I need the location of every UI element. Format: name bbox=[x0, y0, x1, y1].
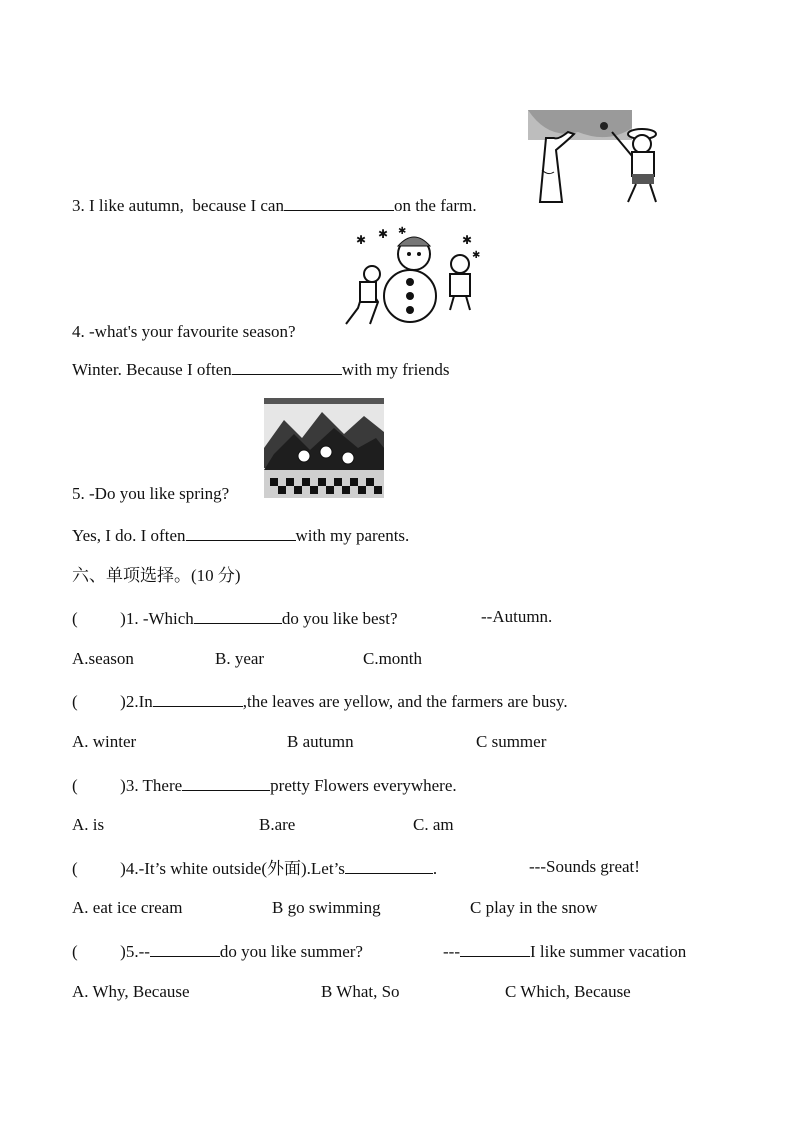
section-title: 六、单项选择。(10 分) bbox=[72, 566, 241, 585]
q1-option-b[interactable]: B. year bbox=[215, 649, 265, 668]
q5-reply-blank bbox=[460, 940, 530, 957]
q2-option-b[interactable]: B autumn bbox=[287, 732, 354, 751]
picnic-picture bbox=[264, 398, 384, 498]
q5-option-b[interactable]: B What, So bbox=[321, 982, 400, 1001]
fill-in-line-5-answer bbox=[72, 524, 409, 546]
tree-picking-picture bbox=[528, 110, 664, 208]
fill-in-line-3 bbox=[72, 194, 477, 216]
q1-reply: --Autumn. bbox=[481, 607, 553, 626]
snowman-picture bbox=[338, 224, 488, 332]
fill-in-line-4-question: 4. -what's your favourite season? bbox=[72, 322, 296, 341]
fill-in-line-4-answer bbox=[72, 358, 449, 380]
q1-stem-b: do you like best? bbox=[281, 609, 398, 628]
svg-text:✱: ✱ bbox=[462, 233, 473, 247]
answer-paren-5[interactable]: ( ) bbox=[72, 942, 126, 961]
q4-option-c[interactable]: C play in the snow bbox=[470, 898, 598, 917]
q2-option-a[interactable]: A. winter bbox=[72, 732, 137, 751]
q1-option-a[interactable]: A.season bbox=[72, 649, 134, 668]
line-5-prefix: Yes, I do. I often bbox=[72, 526, 186, 545]
answer-paren-1[interactable]: ( ) bbox=[72, 609, 126, 628]
q5-blank bbox=[150, 940, 220, 957]
q3-option-a[interactable]: A. is bbox=[72, 815, 105, 834]
q2-stem-b: ,the leaves are yellow, and the farmers are busy. bbox=[242, 692, 568, 711]
q5-stem-b: do you like summer? bbox=[219, 942, 363, 961]
q1-blank bbox=[194, 607, 282, 624]
q5-reply-b: I like summer vacation bbox=[529, 942, 687, 961]
q4-option-a[interactable]: A. eat ice cream bbox=[72, 898, 183, 917]
line-3-suffix: on the farm. bbox=[393, 196, 477, 215]
question-3 bbox=[72, 774, 457, 796]
line-3-prefix: 3. I like autumn, because I can bbox=[72, 196, 284, 215]
fill-in-line-5-question: 5. -Do you like spring? bbox=[72, 484, 230, 503]
q3-option-b[interactable]: B.are bbox=[259, 815, 296, 834]
svg-text:✱: ✱ bbox=[398, 226, 407, 237]
question-2 bbox=[72, 690, 568, 712]
q4-option-b[interactable]: B go swimming bbox=[272, 898, 381, 917]
q4-stem-a: 4.-It’s white outside(外面).Let’s bbox=[125, 859, 345, 878]
q5-option-a[interactable]: A. Why, Because bbox=[72, 982, 190, 1001]
answer-paren-3[interactable]: ( ) bbox=[72, 776, 126, 795]
q3-stem-a: 3. There bbox=[125, 776, 183, 795]
q3-stem-b: pretty Flowers everywhere. bbox=[270, 776, 457, 795]
q1-stem-a: 1. -Which bbox=[125, 609, 194, 628]
svg-text:✱: ✱ bbox=[472, 250, 481, 261]
answer-blank-5[interactable] bbox=[186, 524, 296, 541]
q3-blank bbox=[182, 774, 270, 791]
q2-stem-a: 2.In bbox=[125, 692, 153, 711]
q5-reply bbox=[443, 940, 686, 962]
question-1 bbox=[72, 607, 397, 629]
question-4 bbox=[72, 857, 437, 879]
q3-option-c[interactable]: C. am bbox=[413, 815, 454, 834]
line-5-suffix: with my parents. bbox=[295, 526, 410, 545]
q5-stem-a: 5.-- bbox=[125, 942, 150, 961]
svg-text:✱: ✱ bbox=[378, 227, 389, 241]
line-4-prefix: Winter. Because I often bbox=[72, 360, 232, 379]
line-4-suffix: with my friends bbox=[341, 360, 450, 379]
answer-blank-4[interactable] bbox=[232, 358, 342, 375]
answer-paren-4[interactable]: ( ) bbox=[72, 859, 126, 878]
svg-text:✱: ✱ bbox=[356, 233, 367, 247]
q2-blank bbox=[153, 690, 243, 707]
q4-stem-b: . bbox=[432, 859, 438, 878]
answer-blank-3[interactable] bbox=[284, 194, 394, 211]
question-5 bbox=[72, 940, 363, 962]
q4-reply: ---Sounds great! bbox=[529, 857, 640, 876]
q5-option-c[interactable]: C Which, Because bbox=[505, 982, 631, 1001]
q2-option-c[interactable]: C summer bbox=[476, 732, 547, 751]
answer-paren-2[interactable]: ( ) bbox=[72, 692, 126, 711]
q5-reply-a: --- bbox=[443, 942, 460, 961]
q4-blank bbox=[345, 857, 433, 874]
q1-option-c[interactable]: C.month bbox=[363, 649, 423, 668]
